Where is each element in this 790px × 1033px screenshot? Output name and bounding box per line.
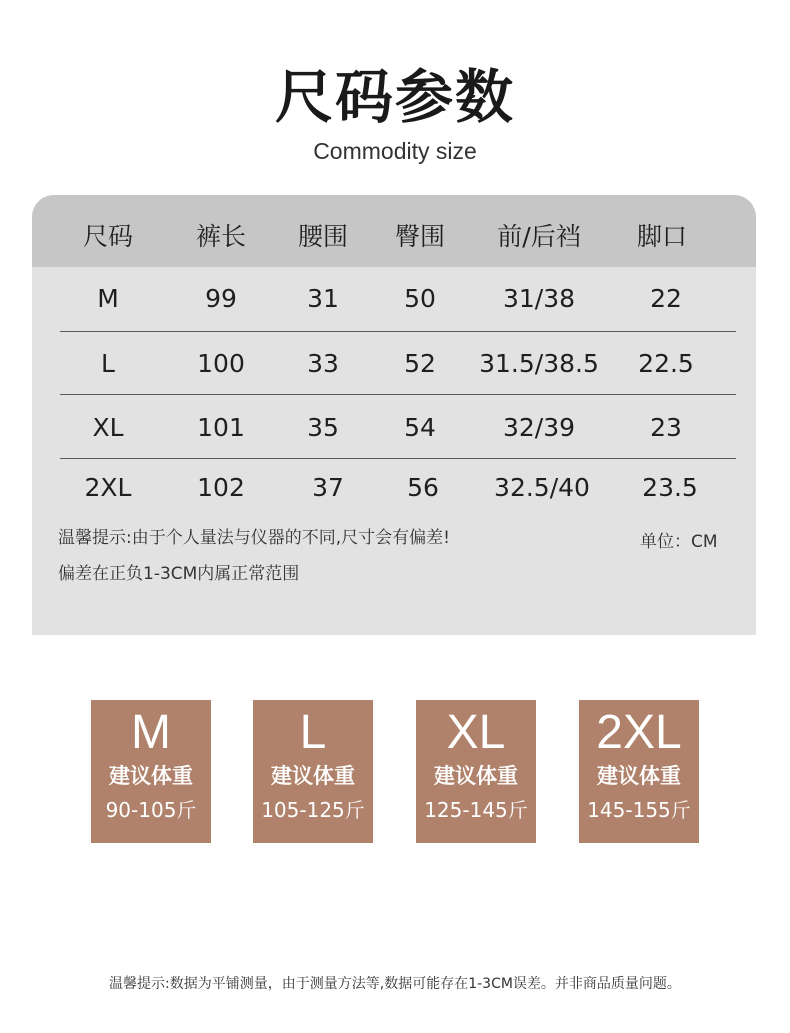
- cell-hem: 22.5: [638, 349, 694, 378]
- cell-size: M: [97, 284, 119, 313]
- card-range: 125-145斤: [424, 798, 528, 822]
- table-header: [32, 195, 756, 267]
- cell-hip: 56: [407, 473, 439, 502]
- cell-hip: 54: [404, 413, 436, 442]
- cell-waist: 33: [307, 349, 339, 378]
- card-range: 145-155斤: [587, 798, 691, 822]
- cell-size: L: [101, 349, 115, 378]
- header-size: 尺码: [82, 222, 134, 251]
- cell-waist: 35: [307, 413, 339, 442]
- cell-hip: 52: [404, 349, 436, 378]
- card-size: 2XL: [596, 706, 682, 759]
- card-label: 建议体重: [109, 764, 193, 788]
- card-size: L: [299, 706, 327, 759]
- cell-rise: 31.5/38.5: [479, 349, 599, 378]
- note-unit: 单位：CM: [640, 532, 718, 552]
- cell-hem: 23.5: [642, 473, 698, 502]
- weight-card-m: [91, 700, 211, 843]
- header-rise: 前/后裆: [497, 222, 581, 251]
- cell-hip: 50: [404, 284, 436, 313]
- card-label: 建议体重: [271, 764, 355, 788]
- cell-length: 100: [197, 349, 245, 378]
- card-label: 建议体重: [434, 764, 518, 788]
- header-hem: 脚口: [636, 222, 688, 251]
- row-divider: [60, 458, 736, 459]
- page-subtitle: Commodity size: [313, 138, 477, 164]
- cell-waist: 37: [312, 473, 344, 502]
- weight-card-l: [253, 700, 373, 843]
- row-divider: [60, 394, 736, 395]
- header-hip: 臀围: [394, 222, 446, 251]
- footer-note: 温馨提示:数据为平铺测量，由于测量方法等,数据可能存在1-3CM误差。并非商品质量问题。: [109, 976, 681, 992]
- cell-size: 2XL: [84, 473, 132, 502]
- cell-length: 102: [197, 473, 245, 502]
- cell-size: XL: [92, 413, 124, 442]
- size-table: [32, 195, 756, 635]
- cell-rise: 32.5/40: [494, 473, 590, 502]
- header-waist: 腰围: [297, 222, 349, 251]
- note-tolerance: 偏差在正负1-3CM内属正常范围: [58, 564, 300, 584]
- cell-length: 101: [197, 413, 245, 442]
- row-divider: [60, 331, 736, 332]
- weight-card-xl: [416, 700, 536, 843]
- cell-rise: 31/38: [502, 284, 576, 313]
- card-range: 105-125斤: [261, 798, 365, 822]
- cell-hem: 22: [650, 284, 682, 313]
- card-label: 建议体重: [597, 764, 681, 788]
- header-length: 裤长: [195, 222, 247, 251]
- note-measurement: 温馨提示:由于个人量法与仪器的不同,尺寸会有偏差!: [58, 528, 450, 548]
- cell-waist: 31: [307, 284, 339, 313]
- cell-length: 99: [205, 284, 237, 313]
- card-size: XL: [446, 706, 506, 759]
- card-range: 90-105斤: [105, 798, 197, 822]
- card-size: M: [131, 706, 171, 759]
- cell-rise: 32/39: [502, 413, 576, 442]
- weight-card-2xl: [579, 700, 699, 843]
- page-title: 尺码参数: [274, 63, 515, 131]
- cell-hem: 23: [650, 413, 682, 442]
